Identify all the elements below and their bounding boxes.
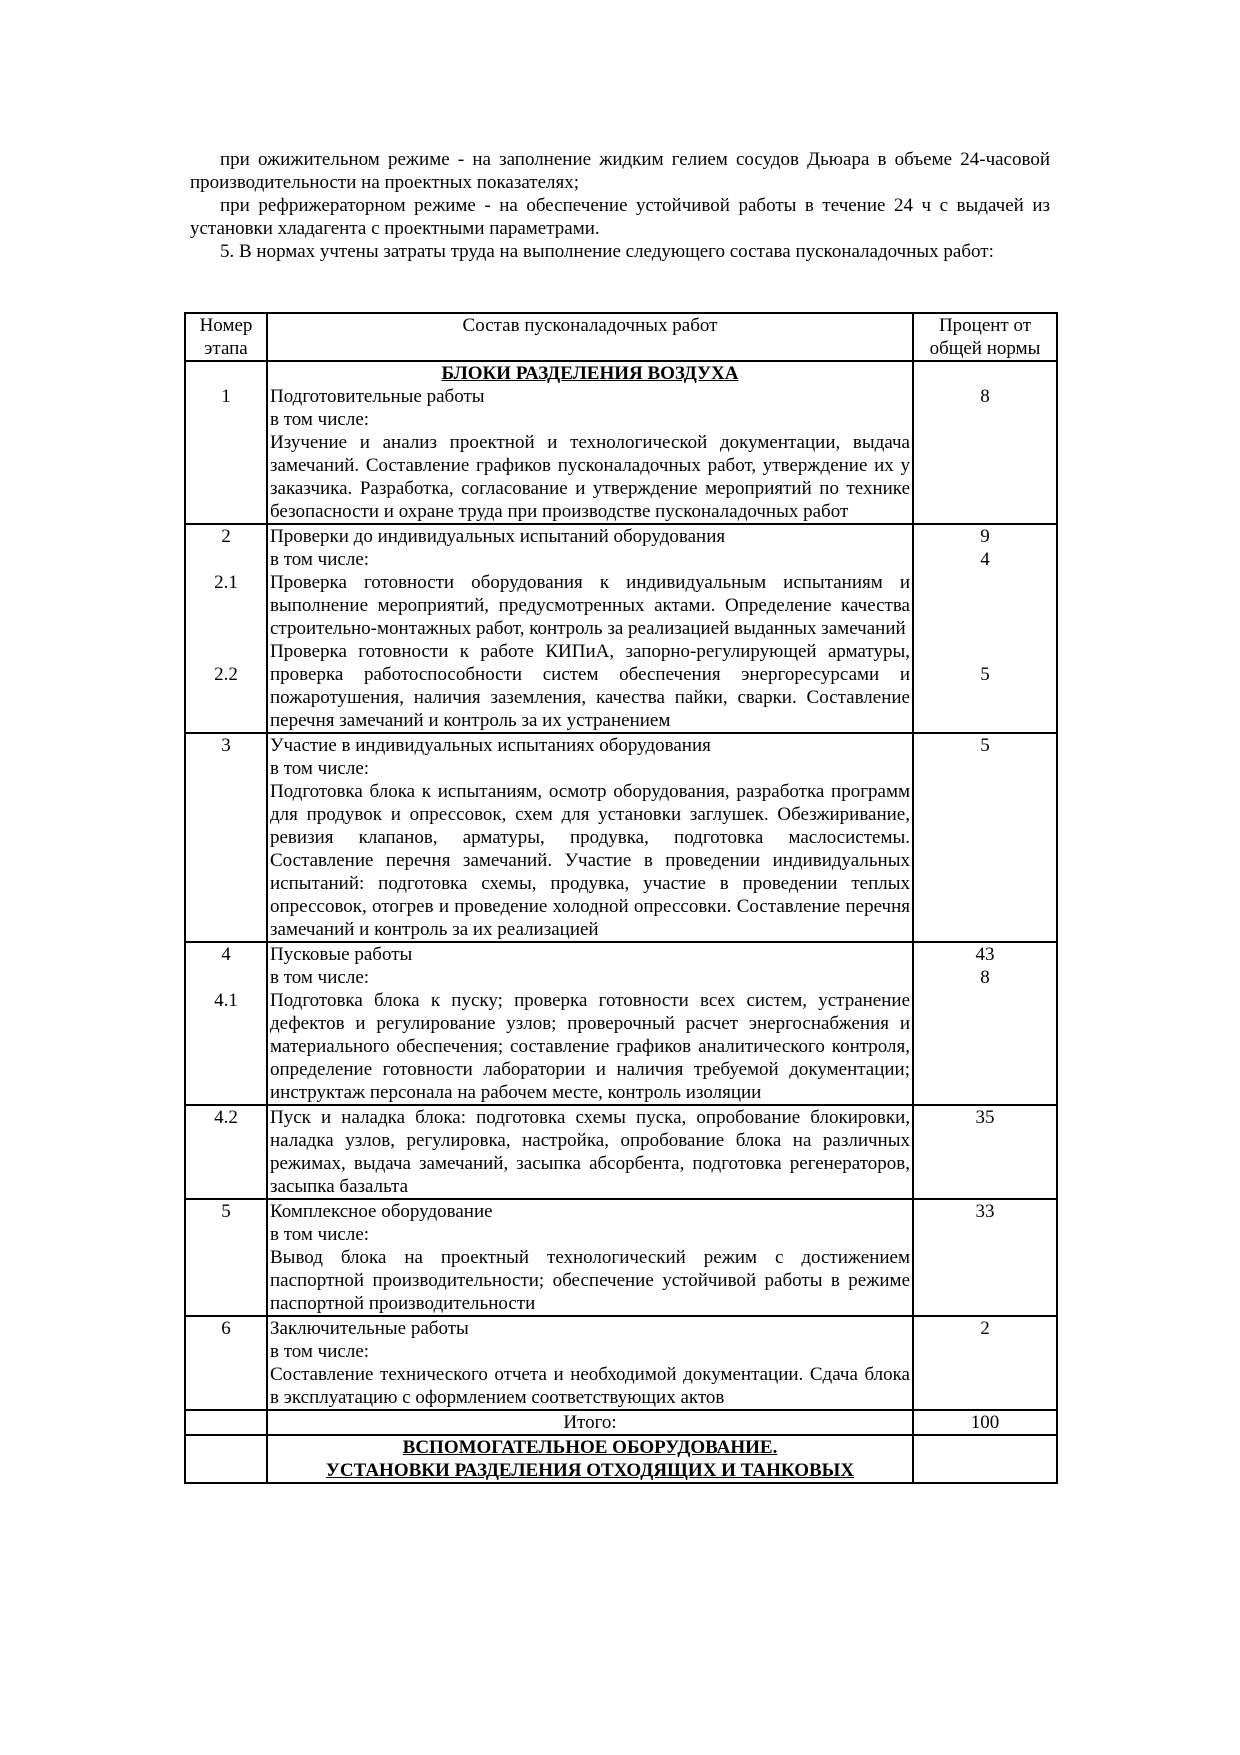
table-row [185,361,1057,524]
stage-description-cell [267,942,913,1105]
substage-text: Проверка готовности к работе КИПиА, запорно-регулирующей арматуры, проверка работоспособности систем обеспечения энергоресурсами и пожаротушения, наличия заземления, качества пайки, сварки. Составление перечня замечаний и контроль за их устранением [270,641,910,731]
stage-number-cell: 4 4.1 [185,942,267,1105]
stage-title: Участие в индивидуальных испытаниях оборудования [270,735,711,756]
stage-number-cell: 1 [185,361,267,524]
table-row [185,733,1057,942]
stage-text: Изучение и анализ проектной и технологической документации, выдача замечаний. Составление графиков пусконаладочных работ, утверждение их у заказчика. Разработка, согласование и утверждение мероприятий по технике безопасности и охране труда при производстве пусконаладочных работ [270,432,910,522]
stage-description-cell: Пуск и наладка блока: подготовка схемы пуска, опробование блокировки, наладка узлов, регулировка, настройка, опробование блока на различных режимах, выдача замечаний, засыпка абсорбента, подготовка регенераторов, засыпка базальта [267,1105,913,1199]
norms-table [184,312,1058,1484]
stage-number-cell: 2 2.1 2.2 [185,524,267,733]
table-row [185,524,1057,733]
section2-title-cell [267,1435,913,1483]
stage-percent-cell: 9 4 5 [913,524,1057,733]
stage-text: Вывод блока на проектный технологический режим с достижением паспортной производительности; обеспечение устойчивой работы в режиме паспортной производительности [270,1247,910,1314]
table-row [185,942,1057,1105]
stage-text: Составление технического отчета и необходимой документации. Сдача блока в эксплуатацию с оформлением соответствующих актов [270,1364,910,1408]
stage-description-cell [267,1199,913,1316]
stage-percent-cell: 35 [913,1105,1057,1199]
stage-description-cell [267,1316,913,1410]
substage-text: Подготовка блока к пуску; проверка готовности всех систем, устранение дефектов и регулирование узлов; проверочный расчет энергоснабжения и материального обеспечения; составление графиков аналитического контроля, определение готовности лаборатории и наличия требуемой документации; инструктаж персонала на рабочем месте, контроль изоляции [270,990,910,1103]
stage-title: Комплексное оборудование [270,1201,493,1222]
stage-description-cell [267,733,913,942]
section-title: БЛОКИ РАЗДЕЛЕНИЯ ВОЗДУХА [441,363,739,384]
substage-text: Проверка готовности оборудования к индивидуальным испытаниям и выполнение мероприятий, предусмотренных актами. Определение качества строительно-монтажных работ, контроль за реализацией выданных замечаний [270,572,910,639]
stage-title: Заключительные работы [270,1318,469,1339]
stage-subtitle: в том числе: [270,409,370,430]
stage-number-cell: 5 [185,1199,267,1316]
stage-number-cell: 4.2 [185,1105,267,1199]
stage-subtitle: в том числе: [270,1224,370,1245]
table-row [185,1199,1057,1316]
stage-description-cell [267,361,913,524]
total-empty-cell [185,1410,267,1435]
table-row [185,1105,1057,1199]
stage-subtitle: в том числе: [270,758,370,779]
stage-percent-cell: 5 [913,733,1057,942]
intro-paragraph-1: при ожижительном режиме - на заполнение жидким гелием сосудов Дьюара в объеме 24-часовой производительности на проектных показателях; [190,149,1050,193]
section2-empty-cell [185,1435,267,1483]
total-label: Итого: [267,1410,913,1435]
stage-title: Подготовительные работы [270,386,485,407]
table-header-row [185,313,1057,361]
stage-title: Пусковые работы [270,944,413,965]
stage-percent-cell: 2 [913,1316,1057,1410]
section2-title-line2: УСТАНОВКИ РАЗДЕЛЕНИЯ ОТХОДЯЩИХ И ТАНКОВЫХ [325,1460,855,1481]
intro-text [190,148,1050,263]
intro-paragraph-2: при рефрижераторном режиме - на обеспечение устойчивой работы в течение 24 ч с выдачей из установки хладагента с проектными параметрами. [190,195,1050,239]
table-row [185,1316,1057,1410]
total-row [185,1410,1057,1435]
section2-empty-percent [913,1435,1057,1483]
section2-title-line1: ВСПОМОГАТЕЛЬНОЕ ОБОРУДОВАНИЕ. [402,1437,778,1458]
stage-number-cell: 3 [185,733,267,942]
stage-percent-cell: 33 [913,1199,1057,1316]
stage-percent-cell: 8 [913,361,1057,524]
stage-subtitle: в том числе: [270,967,370,988]
header-work-composition: Состав пусконаладочных работ [267,313,913,361]
stage-title: Проверки до индивидуальных испытаний оборудования [270,526,726,547]
section2-row [185,1435,1057,1483]
header-stage-number: Номер этапа [185,313,267,361]
intro-paragraph-3: 5. В нормах учтены затраты труда на выполнение следующего состава пусконаладочных работ: [220,241,994,262]
stage-percent-cell: 43 8 [913,942,1057,1105]
stage-text: Подготовка блока к испытаниям, осмотр оборудования, разработка программ для продувок и опрессовок, схем для установки заглушек. Обезжиривание, ревизия клапанов, арматуры, продувка, подготовка маслосистемы. Составление перечня замечаний. Участие в проведении индивидуальных испытаний: подготовка схемы, продувка, участие в проведении теплых опрессовок, отогрев и проведение холодной опрессовки. Составление перечня замечаний и контроль за их реализацией [270,781,910,940]
stage-number-cell: 6 [185,1316,267,1410]
header-percent: Процент от общей нормы [913,313,1057,361]
stage-subtitle: в том числе: [270,549,370,570]
stage-subtitle: в том числе: [270,1341,370,1362]
total-percent: 100 [913,1410,1057,1435]
stage-description-cell [267,524,913,733]
